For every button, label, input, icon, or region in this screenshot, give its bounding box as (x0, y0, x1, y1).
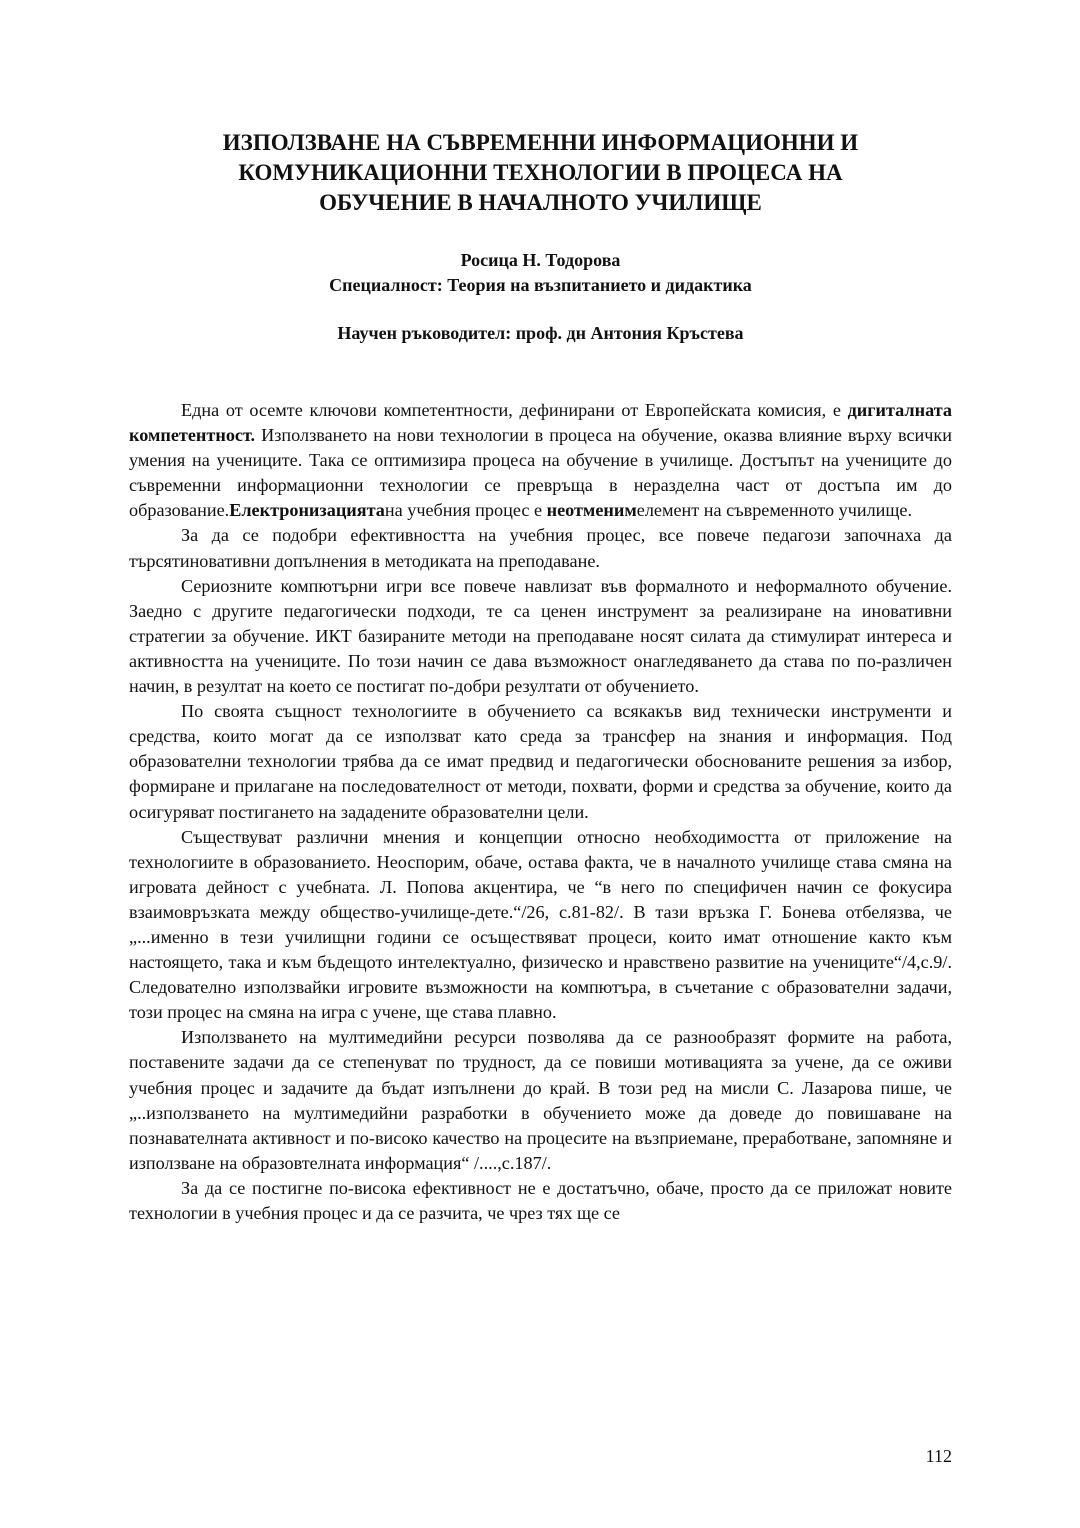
paragraph-4: По своята същност технологиите в обучението са всякакъв вид технически инструменти и средства, които могат да се използват като среда за трансфер на знания и информация. Под образователни технологии трябва да се имат предвид и педагогически обоснованите решения за избор, формиране и прилагане на последователност от методи, похвати, форми и средства за обучение, които да осигуряват постигането на зададените образователни цели. (129, 701, 952, 822)
supervisor: Научен ръководител: проф. дн Антония Кръстева (337, 323, 744, 343)
paragraph-1-part-c: Използването на нови технологии в процеса на обучение, оказва влияние върху всички умения на учениците. Така се оптимизира процеса на обучение в училище. Достъпът на учениците до съвременни информационни технологии се превръща в неразделна част от достъпа им до образование. (129, 425, 952, 521)
paragraph-6: Използването на мултимедийни ресурси позволява да се разнообразят формите на работа, поставените задачи да се степенуват по трудност, да се повиши мотивацията за учене, да се оживи учебния процес и задачите да бъдат изпълнени до край. В този ред на мисли С. Лазарова пише, че „..използването на мултимедийни разработки в обучението може да доведе до повишаване на познавателната активност и по-високо качество на процесите на възприемане, преработване, запомняне и използване на образовтелната информация“ /....,с.187/. (129, 1027, 952, 1173)
paragraph-3: Сериозните компютърни игри все повече навлизат във формалното и неформалното обучение. Заедно с другите педагогически подходи, те са ценен инструмент за реализиране на иновативни стратегии за обучение. ИКТ базираните методи на преподаване носят силата да стимулират интереса и активността на учениците. По този начин се дава възможност онагледяването да става по по-различен начин, в резултат на което се постигат по-добри резултати от обучението. (129, 575, 952, 697)
paragraph-7: За да се постигне по-висока ефективност не е достатъчно, обаче, просто да се приложат новите технологии в учебния процес и да се разчита, че чрез тях ще се (129, 1177, 952, 1223)
paragraph-1 (129, 398, 952, 523)
paragraph-1-part-e: на учебния процес е (384, 500, 547, 521)
page-number: 112 (925, 1446, 952, 1466)
paragraph-1-part-g: елемент на съвременното училище. (636, 500, 913, 521)
digital-competence-term: дигиталната компетентност. (129, 400, 952, 446)
document-page (129, 0, 952, 1528)
body-text (129, 398, 952, 1226)
title-line-3: ОБУЧЕНИЕ В НАЧАЛНОТО УЧИЛИЩЕ (319, 190, 762, 215)
author-block (129, 248, 952, 298)
title-line-1: ИЗПОЛЗВАНЕ НА СЪВРЕМЕННИ ИНФОРМАЦИОННИ И (222, 130, 859, 155)
author-specialty: Специалност: Теория на възпитанието и дидактика (329, 275, 752, 295)
author-name: Росица Н. Тодорова (460, 250, 621, 270)
paragraph-5: Съществуват различни мнения и концепции относно необходимостта от приложение на технологиите в образованието. Неоспорим, обаче, остава факта, че в началното училище става смяна на игровата дейност с учебната. Л. Попова акцентира, че “в него по специфичен начин се фокусира взаимовръзката между общество-училище-дете.“/26, с.81-82/. В тази връзка Г. Бонева отбелязва, че „...именно в тези училищни години се осъществяват процеси, които имат отношение както към настоящето, така и към бъдещото интелектуално, физическо и нравствено развитие на учениците“/4,с.9/. Следователно използвайки игровите възможности на компютъра, в съчетание с образователни задачи, този процес на смяна на игра с учене, ще става плавно. (129, 826, 952, 1023)
indispensable-term: неотменим (546, 500, 637, 521)
title-line-2: КОМУНИКАЦИОННИ ТЕХНОЛОГИИ В ПРОЦЕСА НА (238, 160, 843, 185)
paragraph-2: За да се подобри ефективността на учебния процес, все повече педагози започнаха да търсятиновативни допълнения в методиката на преподаване. (129, 525, 952, 571)
paragraph-1-part-a: Една от осемте ключови компетентности, дефинирани от Европейската комисия, е (181, 400, 848, 420)
electronization-term: Електронизацията (229, 500, 385, 521)
paper-title (129, 128, 952, 218)
